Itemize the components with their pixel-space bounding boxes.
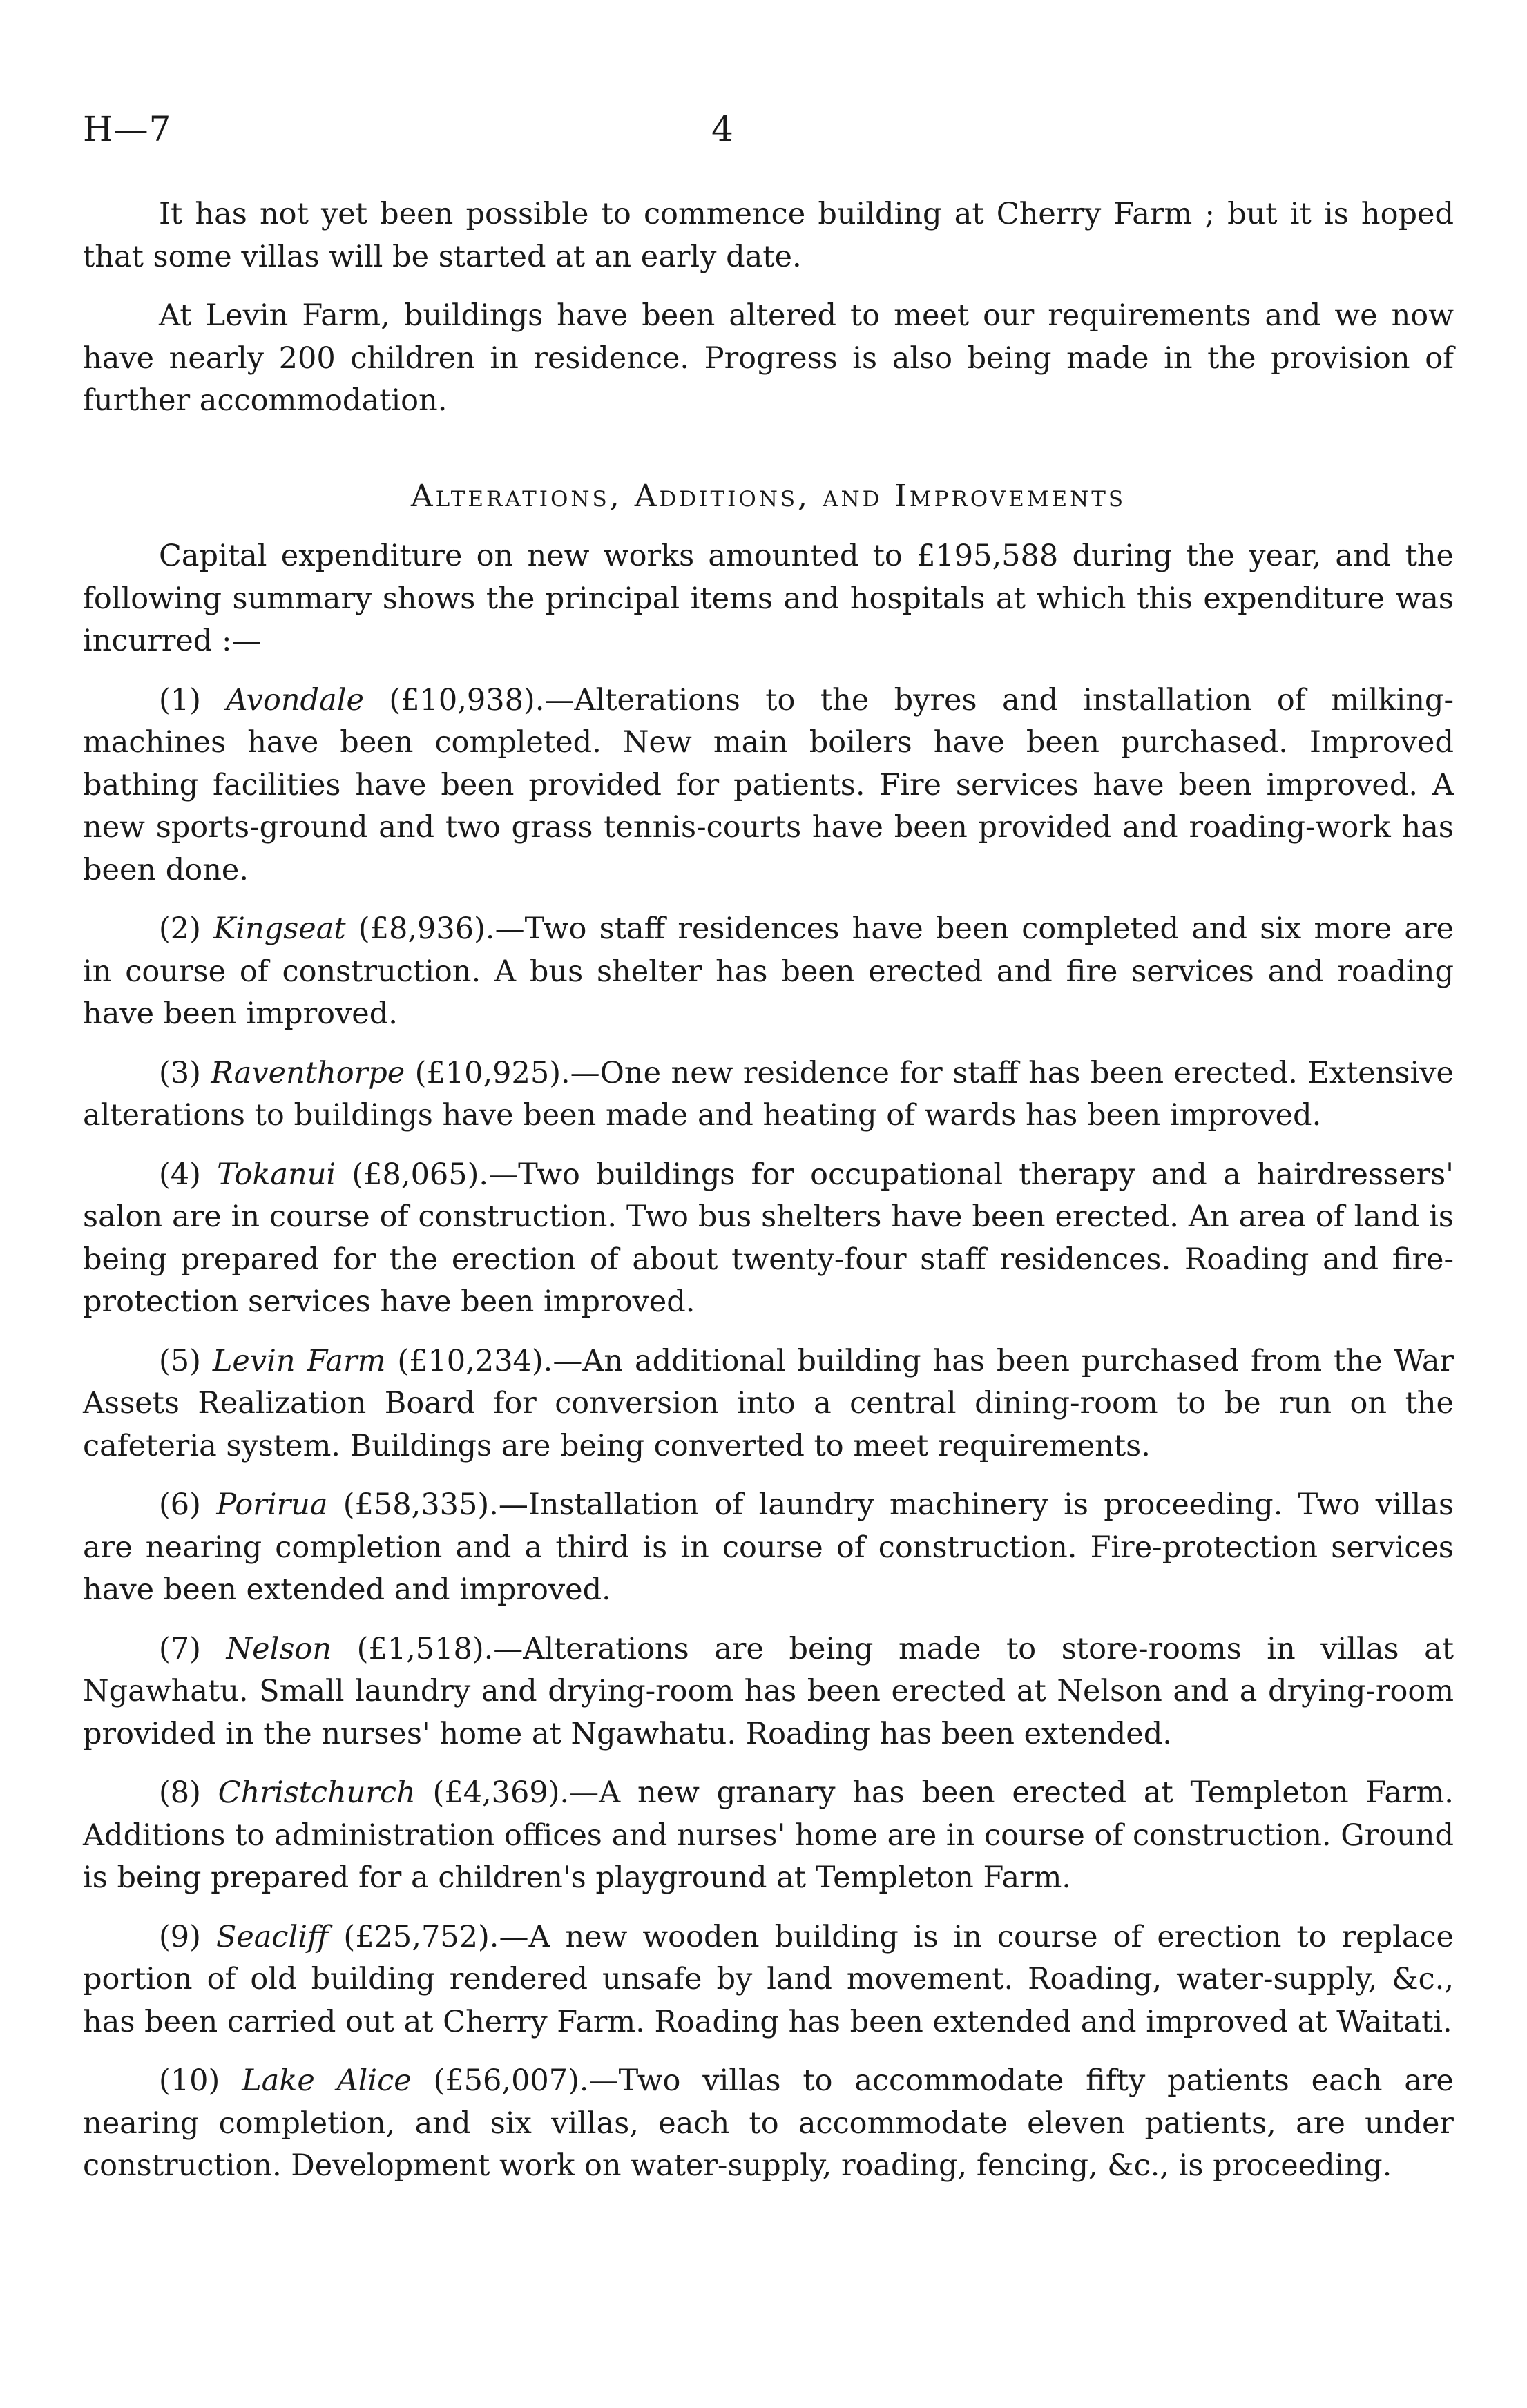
item-number: (8): [159, 1775, 201, 1810]
expenditure-item: [83, 680, 1454, 892]
item-hospital-name: Kingseat: [213, 912, 346, 946]
item-hospital-name: Christchurch: [218, 1775, 416, 1810]
item-amount: (£8,936).: [358, 912, 495, 946]
expenditure-item: [83, 1154, 1454, 1324]
intro-paragraph: At Levin Farm, buildings have been altered to meet our requirements and we now have nearly 200 children in residence. Progress is also being made in the provision of further accommodation.: [83, 298, 1454, 418]
item-amount: (£8,065).: [352, 1157, 489, 1192]
section-heading: Alterations, Additions, and Improvements: [410, 478, 1126, 514]
item-number: (9): [159, 1919, 201, 1954]
document-body: [83, 193, 1454, 2204]
expenditure-item: [83, 1772, 1454, 1900]
item-hospital-name: Tokanui: [217, 1157, 336, 1192]
item-number: (10): [159, 2063, 220, 2098]
expenditure-item: [83, 2060, 1454, 2188]
expenditure-item: [83, 1484, 1454, 1612]
item-description: —Alterations to the byres and installation of milking-machines have been completed. New main boilers have been purchased. Improved bathing facilities have been provided for patients. Fire services have been improved. A new sports-ground and two grass tennis-courts have been provided and roading-work has been done.: [83, 682, 1454, 887]
item-hospital-name: Avondale: [226, 682, 364, 717]
section-lead-paragraph: Capital expenditure on new works amounted to £195,588 during the year, and the following summary shows the principal items and hospitals at which this expenditure was incurred :—: [83, 539, 1454, 658]
item-description: —An additional building has been purchased from the War Assets Realization Board for conversion into a central dining-room to be run on the cafeteria system. Buildings are being converted to meet requirements.: [83, 1343, 1454, 1463]
item-description: —Two staff residences have been completed and six more are in course of construction. A bus shelter has been erected and fire services and roading have been improved.: [83, 912, 1454, 1031]
expenditure-item: [83, 1340, 1454, 1468]
item-amount: (£10,925).: [414, 1055, 570, 1090]
item-description: —A new wooden building is in course of erection to replace portion of old building rendered unsafe by land movement. Roading, water-supply, &c., has been carried out at Cherry Farm. Roading has been extended and improved at Waitati.: [83, 1919, 1454, 2039]
expenditure-item: [83, 1628, 1454, 1756]
item-hospital-name: Seacliff: [215, 1919, 329, 1954]
item-description: —Installation of laundry machinery is proceeding. Two villas are nearing completion and a third is in course of construction. Fire-protection services have been extended and improved.: [83, 1487, 1454, 1607]
item-description: —Two buildings for occupational therapy and a hairdressers' salon are in course of construction. Two bus shelters have been erected. An area of land is being prepared for the erection of about twenty-four staff residences. Roading and fire-protection services have been improved.: [83, 1157, 1454, 1319]
item-description: —Two villas to accommodate fifty patients each are nearing completion, and six villas, each to accommodate eleven patients, are under construction. Development work on water-supply, roading, fencing, &c., is proceeding.: [83, 2063, 1454, 2183]
intro-paragraph: It has not yet been possible to commence building at Cherry Farm ; but it is hoped that some villas will be started at an early date.: [83, 197, 1454, 274]
item-number: (3): [159, 1055, 201, 1090]
expenditure-item: [83, 1916, 1454, 2044]
item-hospital-name: Porirua: [216, 1487, 328, 1522]
item-hospital-name: Levin Farm: [212, 1343, 386, 1378]
item-amount: (£10,234).: [397, 1343, 553, 1378]
item-amount: (£58,335).: [343, 1487, 499, 1522]
item-number: (6): [159, 1487, 201, 1522]
item-number: (7): [159, 1631, 201, 1666]
document-reference: H—7: [83, 109, 172, 149]
item-description: —One new residence for staff has been erected. Extensive alterations to buildings have been made and heating of wards has been improved.: [83, 1055, 1454, 1133]
item-amount: (£1,518).: [356, 1631, 494, 1666]
item-amount: (£56,007).: [433, 2063, 589, 2098]
item-number: (4): [159, 1157, 201, 1192]
item-number: (1): [159, 682, 201, 717]
item-amount: (£10,938).: [389, 682, 545, 717]
expenditure-item: [83, 908, 1454, 1036]
item-description: —A new granary has been erected at Templeton Farm. Additions to administration offices and nurses' home are in course of construction. Ground is being prepared for a children's playground at Templeton Farm.: [83, 1775, 1454, 1895]
item-description: —Alterations are being made to store-rooms in villas at Ngawhatu. Small laundry and drying-room has been erected at Nelson and a drying-room provided in the nurses' home at Ngawhatu. Roading has been extended.: [83, 1631, 1454, 1751]
item-hospital-name: Lake Alice: [242, 2063, 412, 2098]
item-hospital-name: Nelson: [226, 1631, 332, 1666]
item-amount: (£25,752).: [343, 1919, 499, 1954]
item-number: (5): [159, 1343, 201, 1378]
page-number: 4: [711, 109, 733, 149]
item-amount: (£4,369).: [432, 1775, 570, 1810]
expenditure-item: [83, 1052, 1454, 1137]
item-hospital-name: Raventhorpe: [211, 1055, 405, 1090]
item-number: (2): [159, 912, 201, 946]
